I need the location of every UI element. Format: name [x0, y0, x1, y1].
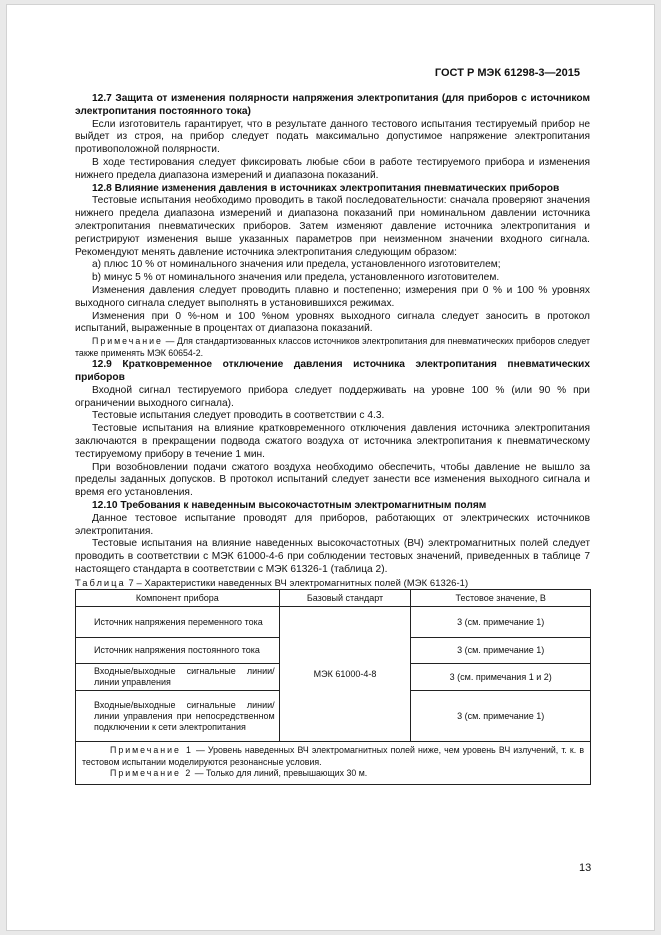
section-12-8-note [75, 336, 590, 359]
section-12-10-paragraph-1: Данное тестовое испытание проводят для приборов, работающих от электрических источников электропитания. [75, 512, 590, 537]
document-id-header: ГОСТ Р МЭК 61298-3—2015 [434, 67, 580, 79]
section-12-8-item-a: а) плюс 10 % от номинального значения или предела, установленного изготовителем; [92, 259, 501, 271]
section-12-7-heading: 12.7 Защита от изменения полярности напряжения электропитания (для приборов с источником электропитания постоянного тока) [75, 93, 590, 117]
table-cell-value: 3 (см. примечание 1) [411, 638, 591, 664]
table-note-2 [82, 768, 584, 780]
section-12-8-paragraph-2: Изменения давления следует проводить плавно и постепенно; измерения при 0 % и 100 % уровнях выходного сигнала следует выполнять в установившихся режимах. [75, 284, 590, 309]
note-label: Примечание [92, 336, 163, 347]
page-number: 13 [579, 862, 592, 874]
section-12-8-heading: 12.8 Влияние изменения давления в источниках электропитания пневматических приборов [92, 182, 560, 194]
section-12-7-paragraph-2: В ходе тестирования следует фиксировать любые сбои в работе тестируемого прибора и изменения нижнего предела диапазона измерений и диапазона показаний. [75, 156, 590, 181]
table-header-row [76, 590, 591, 607]
section-12-9-paragraph-3: Тестовые испытания на влияние кратковременного отключения давления источника электропитания заключаются в прекращении подвода сжатого воздуха от источника электропитания к пневматическому тестируемому прибору в течение 1 мин. [75, 423, 590, 460]
column-header-component: Компонент прибора [76, 590, 280, 607]
section-12-8-paragraph-1: Тестовые испытания необходимо проводить в такой последовательности: сначала проверяют значения нижнего предела диапазона измерений и диапазона показаний при номинальном давлении источника электропитания пневматических приборов. Затем изменяют давление источника электропитания и регистрируют изменения выше указанных параметров при неизменном значении входного сигнала. Рекомендуют менять давление источника электропитания следующим образом: [75, 195, 590, 258]
section-12-9-paragraph-2: Тестовые испытания следует проводить в соответствии с 4.3. [92, 410, 385, 422]
table-cell-standard: МЭК 61000-4-8 [279, 607, 411, 742]
table-7 [75, 589, 591, 785]
table-cell-value: 3 (см. примечания 1 и 2) [411, 664, 591, 691]
table-cell-component: Источник напряжения постоянного тока [76, 638, 280, 664]
table-cell-component: Входные/выходные сигнальные линии/линии управления при непосредственном подключении к сети электропитания [76, 691, 280, 742]
table-caption-text: 7 – Характеристики наведенных ВЧ электромагнитных полей (МЭК 61326-1) [125, 576, 469, 588]
table-cell-value: 3 (см. примечание 1) [411, 607, 591, 638]
section-12-9-heading: 12.9 Кратковременное отключение давления источника электропитания пневматических приборов [75, 359, 590, 383]
table-cell-component: Входные/выходные сигнальные линии/линии управления [76, 664, 280, 691]
column-header-standard: Базовый стандарт [279, 590, 411, 607]
table-caption-label: Таблица [75, 576, 126, 588]
page-content [75, 93, 590, 785]
table-row [76, 607, 591, 638]
table-notes-cell [76, 742, 591, 785]
section-12-9-paragraph-4: При возобновлении подачи сжатого воздуха необходимо обеспечить, чтобы давление не вышло за пределы заданных допусков. В протокол испытаний следует занести все изменения выходного сигнала и время его установления. [75, 461, 590, 499]
note-text: — Для стандартизованных классов источников электропитания для пневматических приборов следует также применять МЭК 60654-2. [75, 336, 590, 358]
section-12-10-heading: 12.10 Требования к наведенным высокочастотным электромагнитным полям [92, 499, 487, 511]
table-notes-row [76, 742, 591, 785]
table-cell-component: Источник напряжения переменного тока [76, 607, 280, 638]
table-note-1-label: Примечание 1 [110, 745, 193, 756]
section-12-8-item-b: b) минус 5 % от номинального значения или предела, установленного изготовителем. [92, 272, 500, 284]
section-12-10-paragraph-2: Тестовые испытания на влияние наведенных высокочастотных (ВЧ) электромагнитных полей следует проводить в соответствии с МЭК 61000-4-6 при соблюдении тестовых значений, приведенных в таблице 7 настоящего стандарта в соответствии с МЭК 61326-1 (таблица 2). [75, 538, 590, 575]
table-7-caption [75, 577, 590, 590]
column-header-test-value: Тестовое значение, В [411, 590, 591, 607]
section-12-8-paragraph-3: Изменения при 0 %-ном и 100 %ном уровнях выходного сигнала следует заносить в протокол испытаний, выраженные в процентах от диапазона показаний. [75, 310, 590, 335]
section-12-7-paragraph-1: Если изготовитель гарантирует, что в результате данного тестового испытания тестируемый прибор не выйдет из строя, на прибор следует подать максимально допустимое напряжение электропитания противоположной полярности. [75, 118, 590, 156]
table-cell-value: 3 (см. примечание 1) [411, 691, 591, 742]
table-note-2-text: — Только для линий, превышающих 30 м. [192, 768, 368, 779]
document-page [6, 4, 655, 931]
table-note-2-label: Примечание 2 [110, 768, 193, 779]
section-12-9-paragraph-1: Входной сигнал тестируемого прибора следует поддерживать на уровне 100 % (или 90 % при ограничении выходного сигнала). [75, 384, 590, 409]
table-note-1-text: — Уровень наведенных ВЧ электромагнитных полей ниже, чем уровень ВЧ излучений, т. к. в тестовом испытании моделируются резонансные условия. [82, 745, 584, 767]
table-note-1 [82, 745, 584, 768]
